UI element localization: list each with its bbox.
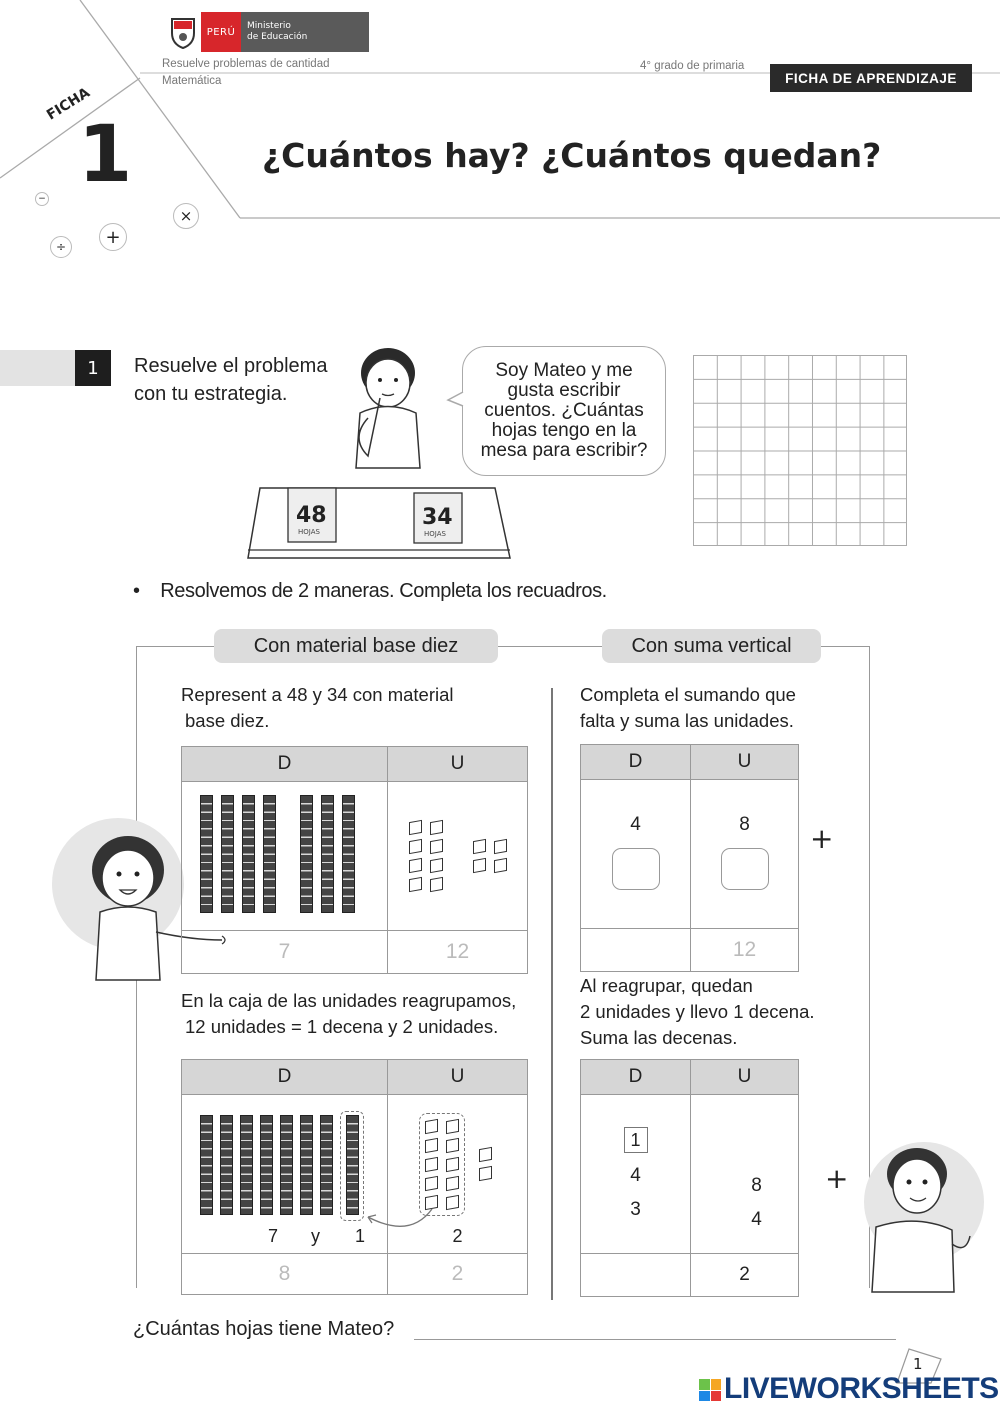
pad-left-caption: HOJAS (298, 528, 320, 536)
tens-digit-1: 4 (630, 1165, 641, 1186)
unit-cube (409, 858, 422, 873)
grade-label: 4° grado de primaria (640, 60, 745, 72)
regroup-arrow-icon (360, 1205, 440, 1235)
sum-units-field[interactable]: 12 (691, 929, 799, 972)
pad-left-number: 48 (296, 503, 327, 528)
ten-rod (200, 1115, 213, 1215)
units-addends-cell (691, 780, 799, 929)
left-para2 (181, 988, 516, 1040)
answer-line-input[interactable] (414, 1339, 896, 1340)
carry-box: 1 (624, 1127, 648, 1153)
unit-cube (425, 1118, 438, 1133)
base-ten-table-1 (181, 746, 528, 974)
logo-country: PERÚ (201, 12, 241, 52)
unit-cube (479, 1147, 492, 1162)
right-para1 (580, 682, 796, 734)
unit-cube (494, 858, 507, 873)
left-para1 (181, 682, 454, 734)
ten-rod (242, 795, 255, 913)
header-u: U (388, 1060, 528, 1095)
header-d: D (182, 747, 388, 782)
unit-cube (425, 1175, 438, 1190)
right-para2-line1: Al reagrupar, quedan (580, 975, 753, 996)
unit-cube (446, 1156, 459, 1171)
header-u: U (691, 745, 799, 780)
boy-waving-illustration (862, 1132, 987, 1297)
page-number: 1 (913, 1355, 923, 1373)
logo-ministry-line2: de Educación (247, 32, 308, 42)
right-para1-line1: Completa el sumando que (580, 684, 796, 705)
unit-cube (446, 1118, 459, 1133)
ten-rod-regrouped (346, 1115, 359, 1215)
total-tens-field[interactable]: 7 (182, 931, 388, 974)
unit-cube (494, 839, 507, 854)
ten-rod (220, 1115, 233, 1215)
question-instruction-line2: con tu estrategia. (134, 383, 288, 405)
bullet-text: Resolvemos de 2 maneras. Completa los recuadros. (160, 580, 607, 602)
result-tens-field[interactable] (581, 1254, 691, 1297)
missing-units-input[interactable] (721, 848, 769, 890)
header-d: D (182, 1060, 388, 1095)
area-label: Matemática (162, 75, 222, 87)
right-para1-line2: falta y suma las unidades. (580, 710, 794, 731)
pad-right-caption: HOJAS (424, 530, 446, 538)
addend-units-1: 8 (739, 813, 750, 835)
ten-rod (221, 795, 234, 913)
liveworksheets-logo-icon (699, 1379, 721, 1401)
speech-bubble (462, 346, 666, 476)
ten-rod (320, 1115, 333, 1215)
tens-digit-2: 3 (630, 1199, 641, 1220)
unit-cube (430, 839, 443, 854)
ten-rod (260, 1115, 273, 1215)
unit-cube (479, 1166, 492, 1181)
units-digit-2: 4 (751, 1209, 762, 1230)
unit-cube (446, 1175, 459, 1190)
right-para2-line2: 2 unidades y llevo 1 decena. (580, 1001, 815, 1022)
right-para2-line3: Suma las decenas. (580, 1027, 738, 1048)
unit-cube (430, 820, 443, 835)
header-decor-lines (0, 0, 1000, 260)
tens-column-cell (581, 1095, 691, 1254)
final-question: ¿Cuántas hojas tiene Mateo? (133, 1318, 395, 1340)
unit-cube (409, 877, 422, 892)
label-seven: 7 (268, 1226, 279, 1246)
question-tab-bar (0, 350, 75, 386)
unit-cube (473, 839, 486, 854)
bullet-instruction (133, 580, 607, 603)
ten-rod (342, 795, 355, 913)
divide-icon: ÷ (50, 236, 72, 258)
pill-base-diez: Con material base diez (214, 629, 498, 663)
logo-ministry-line1: Ministerio (247, 21, 291, 31)
ficha-badge: FICHA DE APRENDIZAJE (770, 64, 972, 92)
bubble-line: gusta escribir (507, 380, 621, 401)
question-instruction-line1: Resuelve el problema (134, 355, 328, 377)
base-ten-table-2 (181, 1059, 528, 1295)
question-number: 1 (75, 350, 111, 386)
sum-tens-field[interactable] (581, 929, 691, 972)
scratch-grid[interactable] (693, 355, 907, 546)
ten-rod (300, 795, 313, 913)
tens-labels (268, 1226, 365, 1247)
unit-cube (446, 1137, 459, 1152)
header-u: U (691, 1060, 799, 1095)
right-para2 (580, 973, 815, 1051)
header-d: D (581, 745, 691, 780)
label-two: 2 (452, 1226, 463, 1246)
vertical-sum-table-2 (580, 1059, 799, 1297)
liveworksheets-watermark: LIVEWORKSHEETS (724, 1372, 999, 1405)
label-one: 1 (355, 1226, 366, 1246)
bubble-tail (446, 390, 466, 410)
unit-cube (430, 858, 443, 873)
bullet-mark: • (133, 580, 140, 602)
units-column-cell (691, 1095, 799, 1254)
competence-label: Resuelve problemas de cantidad (162, 58, 330, 70)
minedu-logo (165, 12, 369, 52)
peru-shield-icon (165, 12, 201, 52)
plus-sign: + (810, 822, 834, 855)
pill-suma-vertical: Con suma vertical (602, 629, 821, 663)
minus-icon: − (35, 192, 49, 206)
header-u: U (388, 747, 528, 782)
unit-cube (409, 839, 422, 854)
left-para1-line1: Represent a 48 y 34 con material (181, 684, 454, 705)
ficha-number: 1 (78, 110, 133, 200)
ten-rod (200, 795, 213, 913)
units-digit-1: 8 (751, 1175, 762, 1196)
ten-rod (321, 795, 334, 913)
bubble-line: cuentos. ¿Cuántas (484, 400, 644, 421)
times-icon: × (173, 203, 199, 229)
ficha-word: FICHA (44, 84, 93, 124)
label-y: y (311, 1226, 321, 1246)
page-title: ¿Cuántos hay? ¿Cuántos quedan? (262, 136, 882, 175)
left-para1-line2: base diez. (185, 710, 270, 731)
bubble-line: hojas tengo en la (491, 420, 637, 441)
total-units-field[interactable]: 12 (388, 931, 528, 974)
ten-rod (300, 1115, 313, 1215)
result-units-value[interactable]: 2 (691, 1254, 799, 1297)
ten-rod (240, 1115, 253, 1215)
result-tens-field[interactable]: 8 (182, 1254, 388, 1295)
units-blocks-cell (388, 782, 528, 931)
logo-ministry (241, 12, 369, 52)
unit-cube (446, 1194, 459, 1209)
panel-divider (551, 688, 553, 1300)
unit-cube (430, 877, 443, 892)
header-d: D (581, 1060, 691, 1095)
vertical-sum-table-1 (580, 744, 799, 972)
addend-tens-1: 4 (630, 813, 641, 835)
unit-cube (425, 1156, 438, 1171)
missing-tens-input[interactable] (612, 848, 660, 890)
bubble-line: Soy Mateo y me (495, 360, 633, 381)
unit-cube (409, 820, 422, 835)
plus-icon: + (99, 223, 127, 251)
pad-right-number: 34 (422, 505, 453, 530)
unit-cube (425, 1137, 438, 1152)
plus-sign: + (825, 1162, 849, 1195)
result-units-field[interactable]: 2 (388, 1254, 528, 1295)
unit-cube (473, 858, 486, 873)
left-para2-line1: En la caja de las unidades reagrupamos, (181, 990, 517, 1011)
regrouped-tens-cell (182, 1095, 388, 1254)
left-para2-line2: 12 unidades = 1 decena y 2 unidades. (185, 1016, 499, 1037)
bubble-line: mesa para escribir? (480, 440, 648, 461)
tens-blocks-cell (182, 782, 388, 931)
ten-rod (263, 795, 276, 913)
ten-rod (280, 1115, 293, 1215)
tens-addends-cell (581, 780, 691, 929)
